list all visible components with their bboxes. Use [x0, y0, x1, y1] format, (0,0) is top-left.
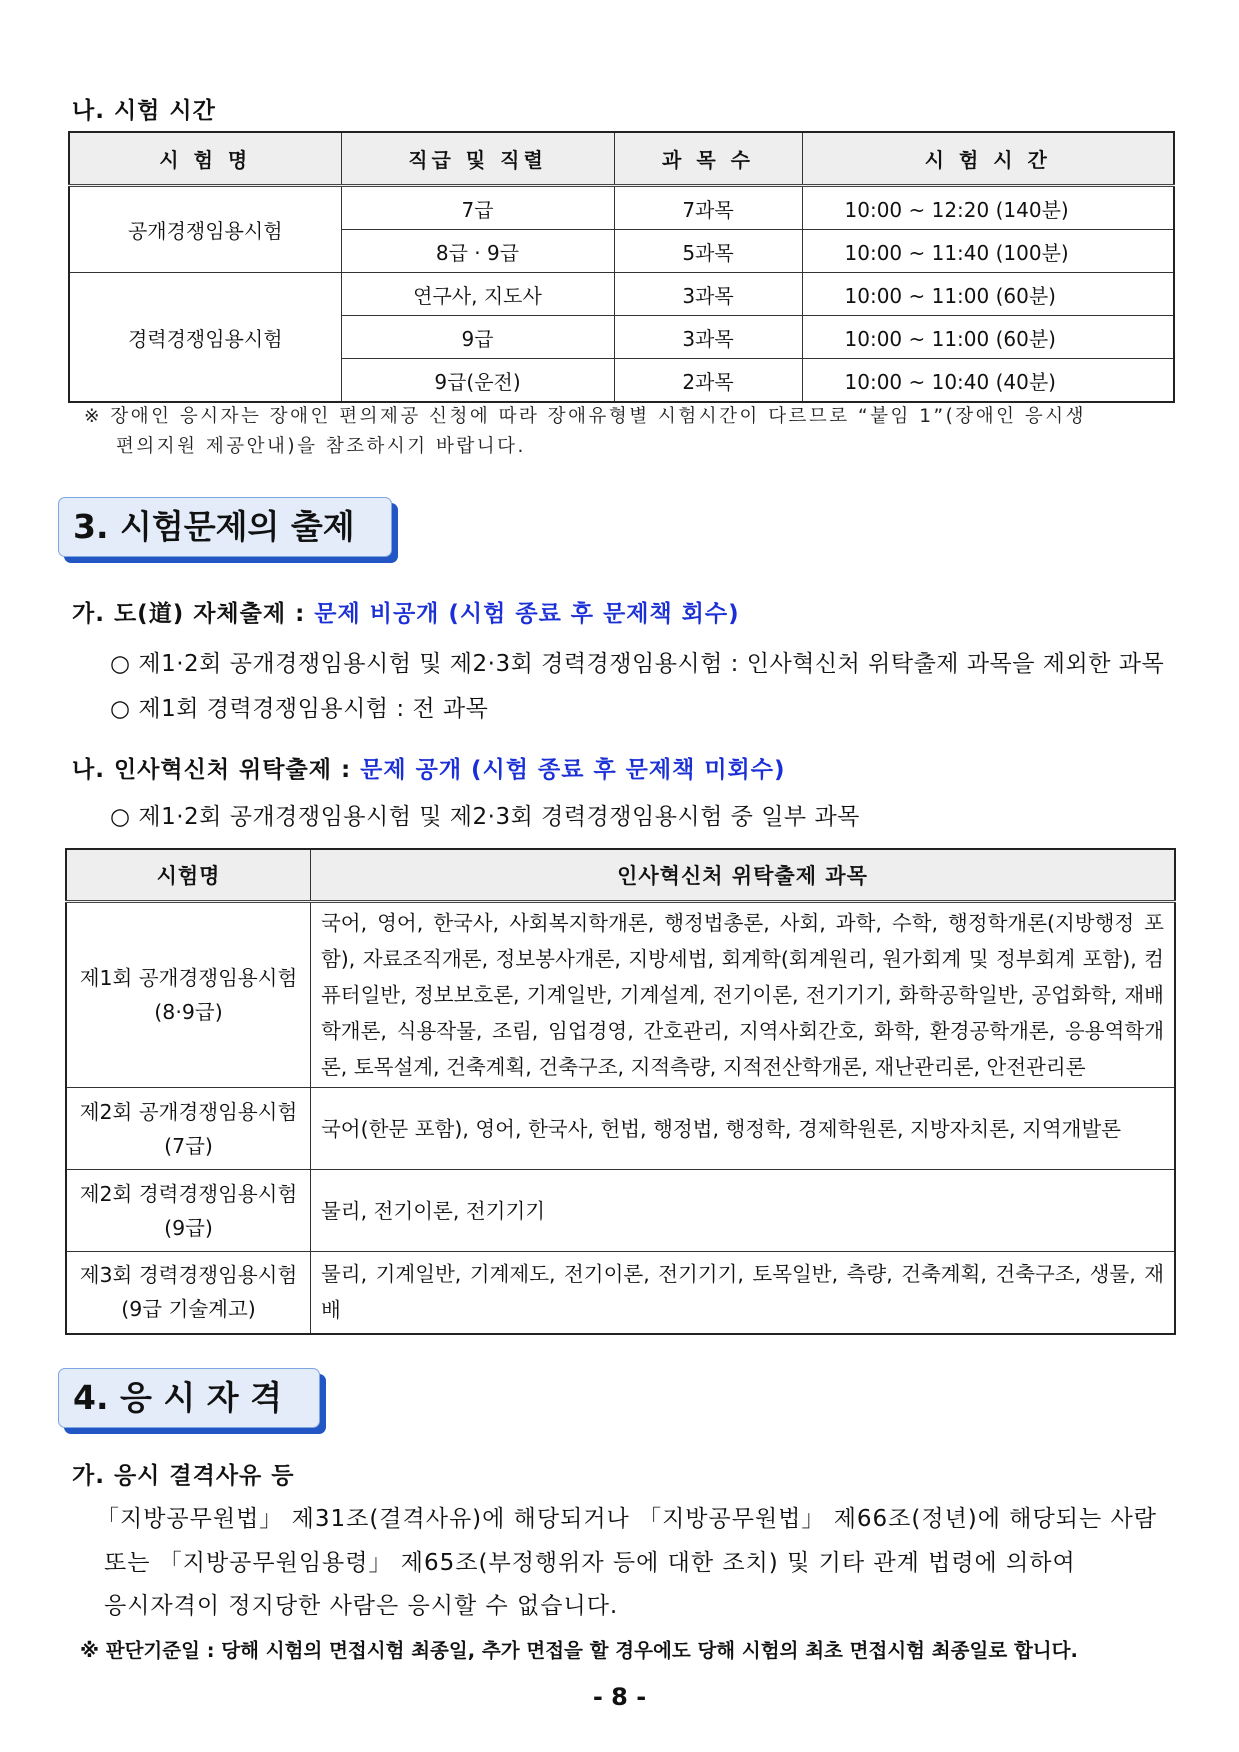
column-header: 인사혁신처 위탁출제 과목: [311, 849, 1176, 902]
table-row: [66, 1088, 1175, 1170]
table-row: [66, 1252, 1175, 1334]
column-header: 시험명: [66, 849, 311, 902]
exam-name-line: 제1회 공개경쟁임용시험: [79, 966, 298, 990]
section-4-title: 4. 응 시 자 격: [58, 1368, 320, 1428]
bullet-item: ○ 제1·2회 공개경쟁임용시험 및 제2·3회 경력경쟁임용시험 중 일부 과목: [110, 804, 860, 830]
exam-name-cell: [66, 902, 311, 1088]
table-row: [66, 902, 1175, 1088]
subject-count-cell: 2과목: [614, 359, 802, 403]
exam-name-cell: [66, 1088, 311, 1170]
subject-count-cell: 3과목: [614, 273, 802, 316]
exam-name-cell: 공개경쟁임용시험: [69, 186, 341, 273]
subject-count-cell: 5과목: [614, 230, 802, 273]
page-number: - 8 -: [592, 1683, 647, 1711]
grade-cell: 9급(운전): [341, 359, 614, 403]
table-header-row: [69, 132, 1174, 186]
exam-name-cell: 경력경쟁임용시험: [69, 273, 341, 403]
table-row: [66, 1170, 1175, 1252]
section-3a-highlight: 문제 비공개 (시험 종료 후 문제책 회수): [314, 601, 740, 627]
reference-date-note: ※ 판단기준일 : 당해 시험의 면접시험 최종일, 추가 면접을 할 경우에도 당해 시험의 최초 면접시험 최종일로 합니다.: [80, 1639, 1078, 1662]
bullet-item: ○ 제1·2회 공개경쟁임용시험 및 제2·3회 경력경쟁임용시험 : 인사혁신처 위탁출제 과목을 제외한 과목: [110, 651, 1165, 677]
section-3a-label: 가. 도(道) 자체출제 :: [72, 601, 315, 627]
eligibility-paragraph-line3: 응시자격이 정지당한 사람은 응시할 수 없습니다.: [104, 1593, 619, 1619]
exam-time-cell: 10:00 ~ 11:00 (60분): [802, 316, 1174, 359]
column-header: 시 험 시 간: [802, 132, 1174, 186]
table-row: [69, 273, 1174, 316]
exam-grade-line: (7급): [164, 1133, 213, 1158]
subjects-cell: 물리, 기계일반, 기계제도, 전기이론, 전기기기, 토목일반, 측량, 건축계획, 건축구조, 생물, 재배: [311, 1252, 1176, 1334]
table-header-row: [66, 849, 1175, 902]
disability-note-line1: ※ 장애인 응시자는 장애인 편의제공 신청에 따라 장애유형별 시험시간이 다르므로 “붙임 1”(장애인 응시생: [84, 406, 1086, 427]
subject-count-cell: 3과목: [614, 316, 802, 359]
exam-name-cell: [66, 1170, 311, 1252]
section-3b-highlight: 문제 공개 (시험 종료 후 문제책 미회수): [360, 757, 786, 783]
exam-time-cell: 10:00 ~ 11:40 (100분): [802, 230, 1174, 273]
grade-cell: 연구사, 지도사: [341, 273, 614, 316]
exam-time-table: [68, 131, 1175, 403]
eligibility-paragraph-line2: 또는 「지방공무원임용령」 제65조(부정행위자 등에 대한 조치) 및 기타 관계 법령에 의하여: [104, 1550, 1076, 1576]
subject-count-cell: 7과목: [614, 186, 802, 230]
subjects-cell: 국어, 영어, 한국사, 사회복지학개론, 행정법총론, 사회, 과학, 수학, 행정학개론(지방행정 포함), 자료조직개론, 정보봉사개론, 지방세법, 회계학(회계원리, 원가회계 및 정부회계 포함), 컴퓨터일반, 정보보호론, 기계일반, 기계설계, 전기이론, 전기기기, 화학공학일반, 공업화학, 재배학개론, 식용작물, 조림, 임업경영, 간호관리, 지역사회간호, 화학, 환경공학개론, 응용역학개론, 토목설계, 건축계획, 건축구조, 지적측량, 지적전산학개론, 재난관리론, 안전관리론: [311, 902, 1176, 1088]
section-3-title: 3. 시험문제의 출제: [58, 497, 392, 557]
section-3b-heading: [72, 751, 786, 784]
table-row: [69, 186, 1174, 230]
exam-name-line: 제3회 경력경쟁임용시험: [79, 1263, 298, 1288]
exam-name-cell: [66, 1252, 311, 1334]
exam-time-heading: 나. 시험 시간: [72, 98, 216, 124]
grade-cell: 7급: [341, 186, 614, 230]
exam-grade-line: (8·9급): [154, 1000, 223, 1024]
column-header: 과 목 수: [614, 132, 802, 186]
eligibility-paragraph-line1: 「지방공무원법」 제31조(결격사유)에 해당되거나 「지방공무원법」 제66조(정년)에 해당되는 사람: [96, 1506, 1157, 1532]
exam-time-cell: 10:00 ~ 12:20 (140분): [802, 186, 1174, 230]
column-header: 시 험 명: [69, 132, 341, 186]
subjects-cell: 국어(한문 포함), 영어, 한국사, 헌법, 행정법, 행정학, 경제학원론, 지방자치론, 지역개발론: [311, 1088, 1176, 1170]
exam-grade-line: (9급): [164, 1215, 213, 1240]
exam-grade-line: (9급 기술계고): [121, 1297, 256, 1322]
bullet-item: ○ 제1회 경력경쟁임용시험 : 전 과목: [110, 696, 489, 722]
section-3a-heading: [72, 595, 740, 628]
exam-name-line: 제2회 공개경쟁임용시험: [79, 1099, 298, 1124]
column-header: 직급 및 직렬: [341, 132, 614, 186]
grade-cell: 8급 · 9급: [341, 230, 614, 273]
grade-cell: 9급: [341, 316, 614, 359]
subjects-cell: 물리, 전기이론, 전기기기: [311, 1170, 1176, 1252]
outsourced-subjects-table: [65, 848, 1176, 1335]
exam-name-line: 제2회 경력경쟁임용시험: [79, 1181, 298, 1206]
section-3b-label: 나. 인사혁신처 위탁출제 :: [72, 757, 361, 783]
section-4a-heading: 가. 응시 결격사유 등: [72, 1463, 295, 1489]
disability-note-line2: 편의지원 제공안내)을 참조하시기 바랍니다.: [116, 436, 526, 457]
exam-time-cell: 10:00 ~ 10:40 (40분): [802, 359, 1174, 403]
exam-time-cell: 10:00 ~ 11:00 (60분): [802, 273, 1174, 316]
